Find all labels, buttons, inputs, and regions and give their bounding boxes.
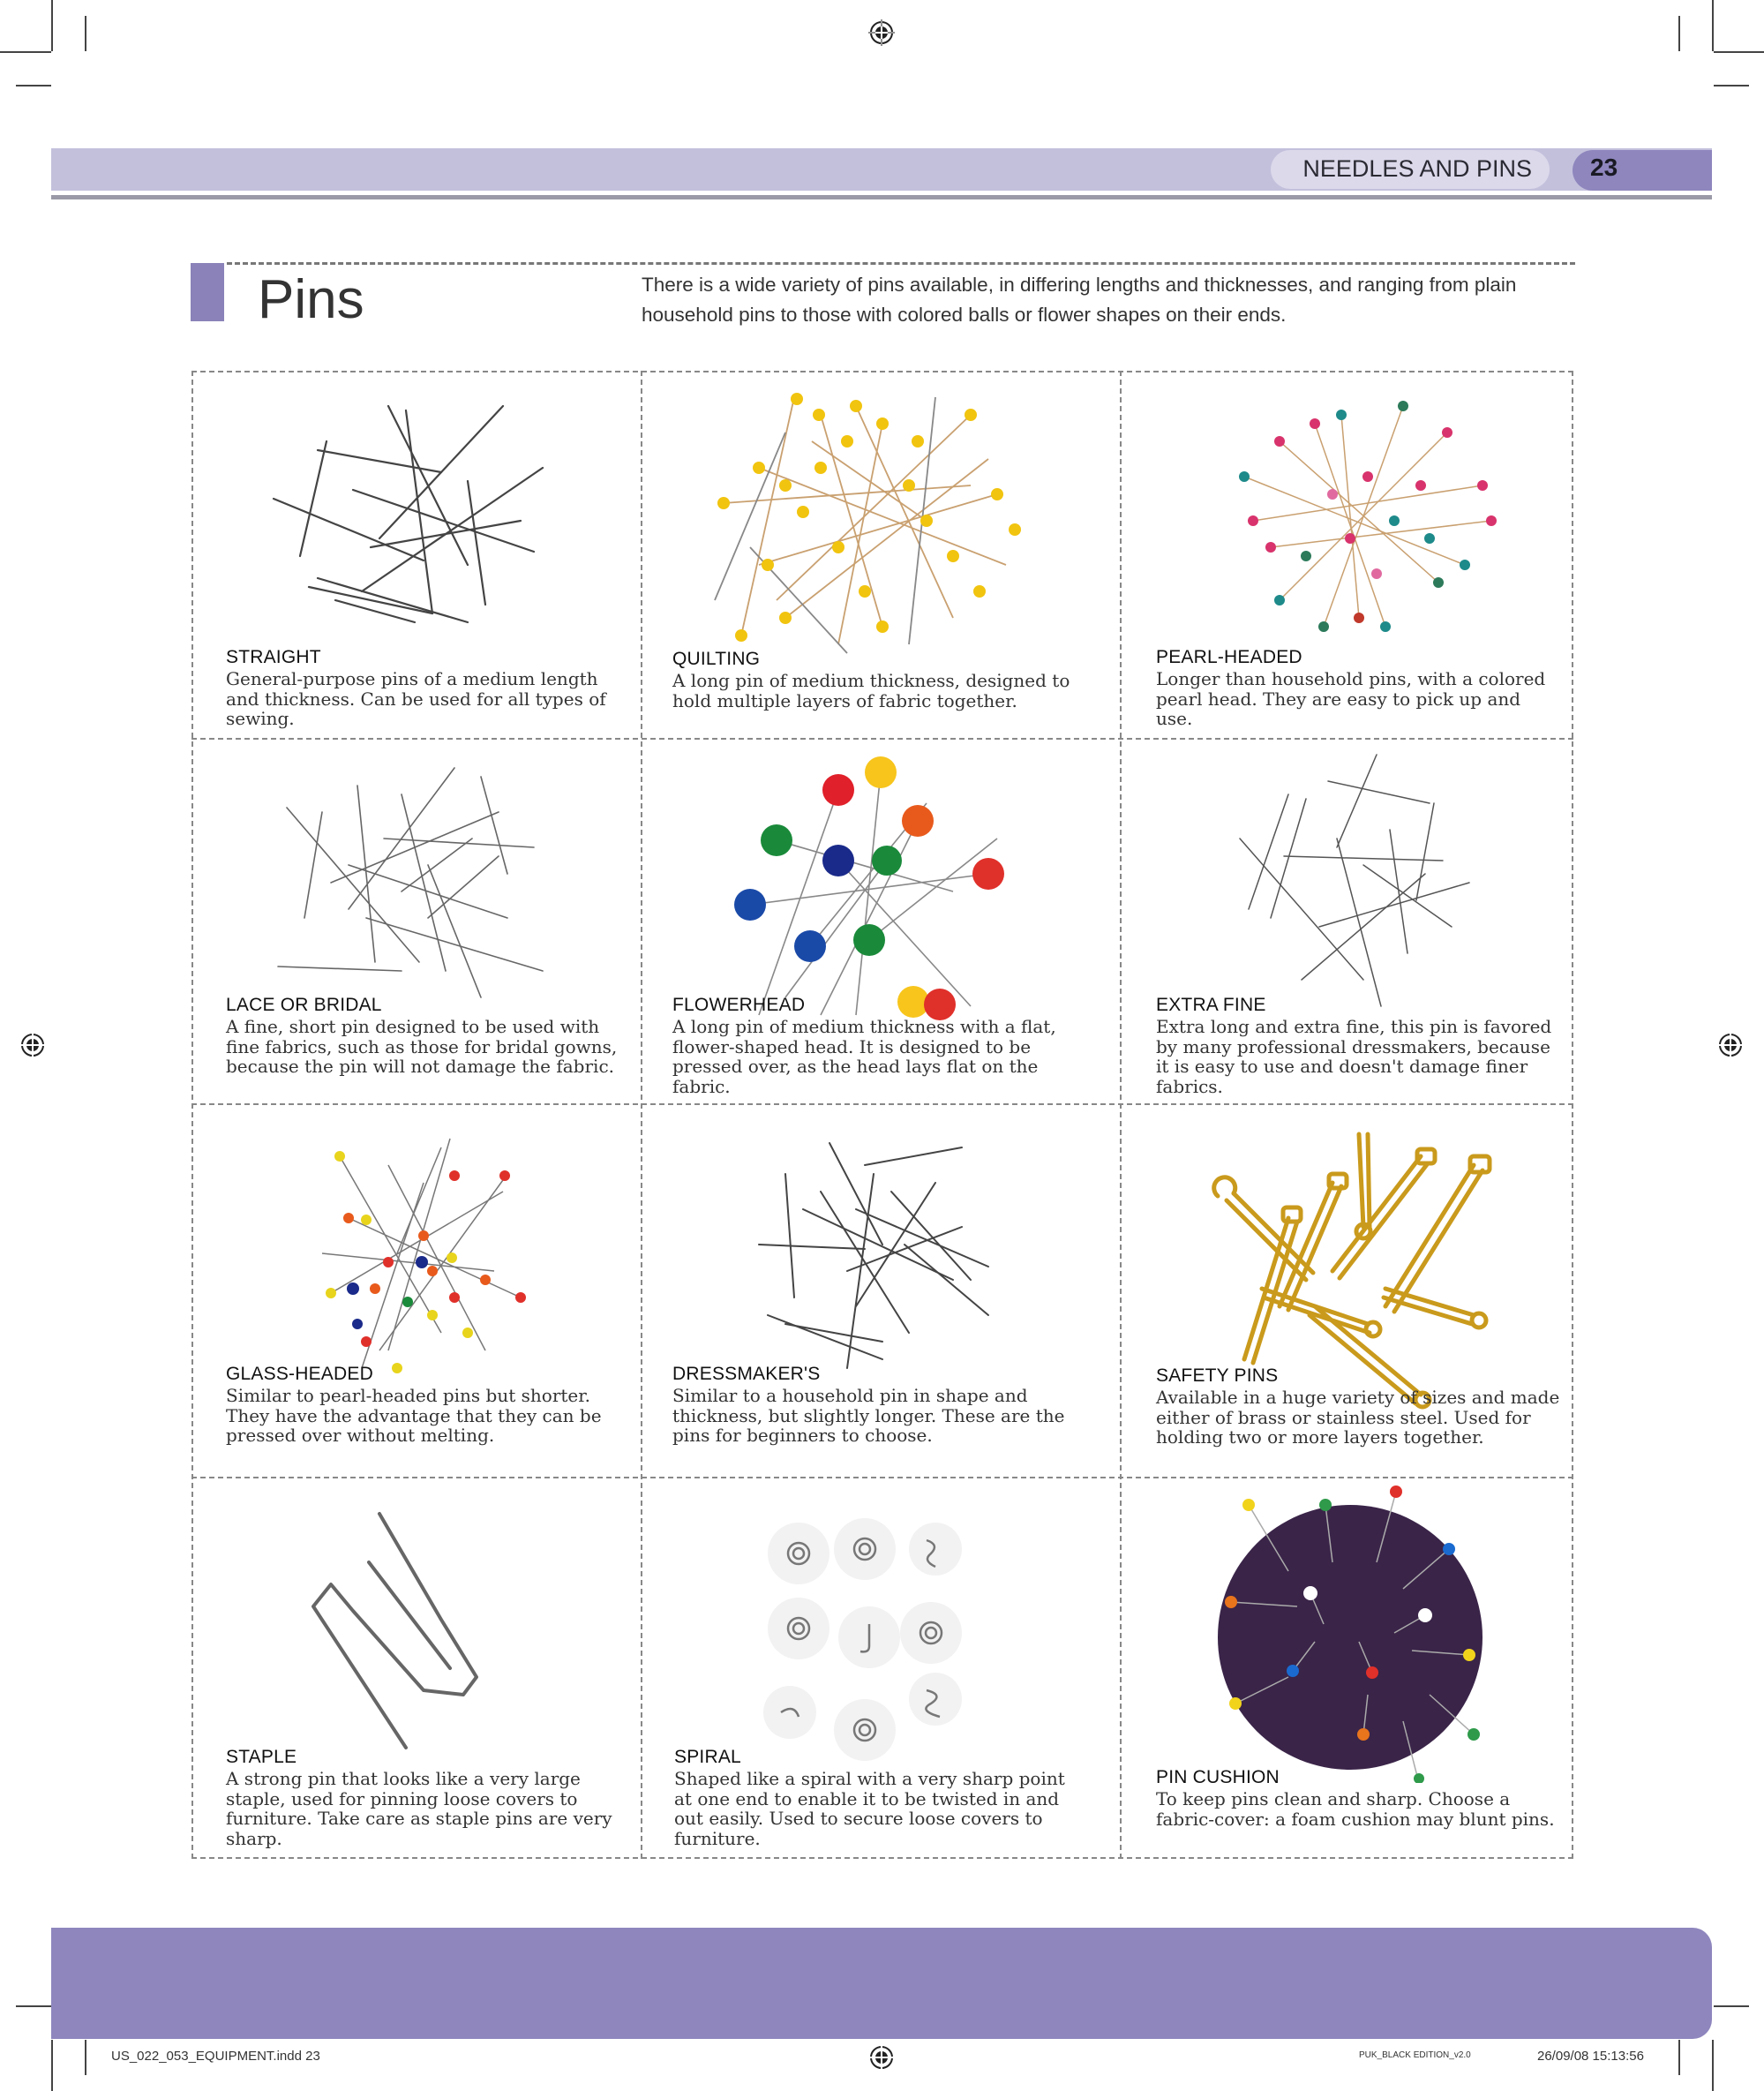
- cell-desc-glass-headed: Similar to pearl-headed pins but shorter. They have the advantage that they can be pressed over without melting.: [226, 1385, 602, 1446]
- crop-mark: [51, 0, 53, 51]
- glass-headed-pins-illustration: [309, 1130, 538, 1386]
- pin-cushion-illustration: [1200, 1483, 1500, 1783]
- cell-title-pearl-headed: PEARL-HEADED: [1156, 647, 1302, 667]
- pearl-headed-pins-illustration: [1227, 388, 1509, 653]
- straight-pins-illustration: [256, 388, 556, 636]
- title-accent-bar: [191, 263, 224, 321]
- crop-mark: [16, 85, 51, 86]
- cell-desc-extra-fine: Extra long and extra fine, this pin is favored by many professional dressmakers, because it is easy to use and doesn't damage finer fabrics.: [1156, 1016, 1552, 1097]
- crop-mark: [51, 2040, 53, 2091]
- crop-mark: [85, 2040, 86, 2075]
- crop-mark: [0, 51, 51, 53]
- crop-mark: [1714, 85, 1749, 86]
- slug-edition: PUK_BLACK EDITION_v2.0: [1359, 2050, 1471, 2060]
- cell-desc-quilting: A long pin of medium thickness, designed to hold multiple layers of fabric together.: [672, 670, 1070, 711]
- crop-mark: [1714, 51, 1764, 53]
- quilting-pins-illustration: [706, 388, 1041, 662]
- slug-file-info: US_022_053_EQUIPMENT.indd 23: [111, 2049, 320, 2064]
- crop-mark: [1678, 2040, 1680, 2075]
- cell-title-pin-cushion: PIN CUSHION: [1156, 1767, 1280, 1787]
- cell-title-extra-fine: EXTRA FINE: [1156, 995, 1266, 1015]
- cell-desc-staple: A strong pin that looks like a very large staple, used for pinning loose covers to furniture. Take care as staple pins are very sharp.: [226, 1768, 612, 1849]
- cell-title-dressmakers: DRESSMAKER'S: [672, 1364, 821, 1384]
- registration-mark-icon: [19, 1032, 46, 1058]
- grid-divider: [191, 738, 1573, 740]
- crop-mark: [1678, 16, 1680, 51]
- crop-mark: [1712, 2040, 1714, 2091]
- cell-desc-safety-pins: Available in a huge variety of sizes and made either of brass or stainless steel. Used for holding two or more layers together.: [1156, 1387, 1560, 1448]
- cell-desc-pearl-headed: Longer than household pins, with a colored pearl head. They are easy to pick up and use.: [1156, 668, 1546, 729]
- cell-title-flowerhead: FLOWERHEAD: [672, 995, 806, 1015]
- registration-mark-icon: [868, 2044, 895, 2071]
- cell-title-lace-or-bridal: LACE OR BRIDAL: [226, 995, 382, 1015]
- footer-band: [51, 1928, 1712, 2039]
- cell-desc-flowerhead: A long pin of medium thickness with a flat, flower-shaped head. It is designed to be pressed over, as the head lays flat on the fabric.: [672, 1016, 1056, 1097]
- cell-title-spiral: SPIRAL: [674, 1747, 741, 1767]
- page-title: Pins: [258, 269, 364, 330]
- crop-mark: [1714, 2005, 1749, 2007]
- cell-title-quilting: QUILTING: [672, 649, 761, 669]
- registration-mark-icon: [1717, 1032, 1744, 1058]
- cell-desc-pin-cushion: To keep pins clean and sharp. Choose a fabric-cover: a foam cushion may blunt pins.: [1156, 1788, 1555, 1830]
- grid-divider: [191, 1103, 1573, 1105]
- staple-pin-illustration: [291, 1509, 547, 1765]
- cell-title-staple: STAPLE: [226, 1747, 297, 1767]
- registration-mark-icon: [868, 19, 895, 46]
- header-rule: [51, 195, 1712, 199]
- lace-bridal-pins-illustration: [269, 759, 569, 1006]
- cell-title-glass-headed: GLASS-HEADED: [226, 1364, 373, 1384]
- slug-timestamp: 26/09/08 15:13:56: [1537, 2049, 1644, 2064]
- cell-desc-spiral: Shaped like a spiral with a very sharp point at one end to enable it to be twisted in and out easily. Used to secure loose covers to furniture.: [674, 1768, 1065, 1849]
- crop-mark: [16, 2005, 51, 2007]
- grid-divider: [1120, 371, 1122, 1859]
- cell-desc-lace-or-bridal: A fine, short pin designed to be used with fine fabrics, such as those for bridal gowns, because the pin will not damage the fabric.: [226, 1016, 618, 1077]
- title-divider: [227, 262, 1575, 265]
- dressmakers-pins-illustration: [732, 1139, 1015, 1377]
- page-number: 23: [1590, 154, 1618, 181]
- grid-divider: [191, 1477, 1573, 1478]
- extra-fine-pins-illustration: [1231, 750, 1496, 1015]
- grid-divider: [641, 371, 642, 1859]
- cell-desc-straight: General-purpose pins of a medium length and thickness. Can be used for all types of sewing.: [226, 668, 606, 729]
- section-title: NEEDLES AND PINS: [1302, 155, 1532, 182]
- spiral-pins-illustration: [746, 1514, 993, 1761]
- flowerhead-pins-illustration: [706, 750, 1041, 1033]
- crop-mark: [85, 16, 86, 51]
- crop-mark: [1712, 0, 1714, 51]
- cell-title-safety-pins: SAFETY PINS: [1156, 1365, 1279, 1386]
- cell-title-straight: STRAIGHT: [226, 647, 321, 667]
- intro-text: There is a wide variety of pins available, in differing lengths and thicknesses, and ranging from plain household pins to those with colored balls or flower shapes on their ends.: [642, 274, 1517, 326]
- cell-desc-dressmakers: Similar to a household pin in shape and thickness, but slightly longer. These are the pins for beginners to choose.: [672, 1385, 1065, 1446]
